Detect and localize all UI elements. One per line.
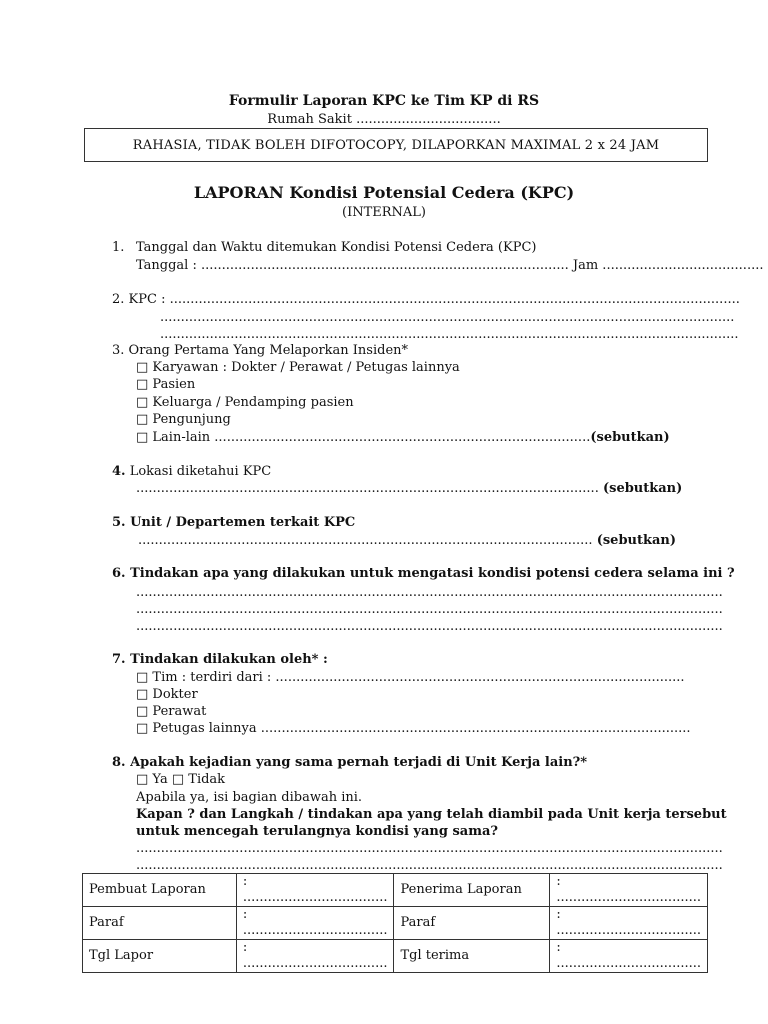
hospital-line: Rumah Sakit ................................... bbox=[267, 112, 501, 127]
section-1-label: Tanggal dan Waktu ditemukan Kondisi Potensi Cedera (KPC) bbox=[136, 240, 537, 255]
reporter-option-pasien[interactable]: □ Pasien bbox=[136, 377, 196, 392]
table-row bbox=[83, 907, 708, 940]
section-6-title: 6. Tindakan apa yang dilakukan untuk mengatasi kondisi potensi cedera selama ini ? bbox=[112, 566, 735, 581]
tgl-lapor-field[interactable]: : ................................... bbox=[236, 940, 394, 973]
paraf-field-2[interactable]: : ................................... bbox=[550, 907, 708, 940]
section-8-title: 8. Apakah kejadian yang sama pernah terjadi di Unit Kerja lain?* bbox=[112, 755, 588, 770]
tgl-lapor-label: Tgl Lapor bbox=[83, 940, 237, 973]
section-2-kpc-field[interactable]: 2. KPC : .......................................................................................................................................... bbox=[112, 292, 740, 307]
confidential-notice-box bbox=[84, 128, 708, 162]
section-6-line-1[interactable]: .............................................................................................................................................. bbox=[136, 585, 723, 600]
section-5-unit-field[interactable] bbox=[138, 533, 676, 548]
reporter-option-keluarga[interactable]: □ Keluarga / Pendamping pasien bbox=[136, 395, 354, 410]
section-8-note: Apabila ya, isi bagian dibawah ini. bbox=[136, 790, 363, 805]
actor-option-petugas-lainnya[interactable]: □ Petugas lainnya ........................................................................................................ bbox=[136, 721, 691, 736]
confidential-notice: RAHASIA, TIDAK BOLEH DIFOTOCOPY, DILAPORKAN MAXIMAL 2 x 24 JAM bbox=[132, 137, 660, 153]
sebutkan-label: (sebutkan) bbox=[596, 533, 677, 548]
reporter-option-pengunjung[interactable]: □ Pengunjung bbox=[136, 412, 231, 427]
section-7-title: 7. Tindakan dilakukan oleh* : bbox=[112, 652, 328, 667]
pembuat-laporan-label: Pembuat Laporan bbox=[83, 874, 237, 907]
reporter-option-lain-lain[interactable] bbox=[136, 430, 670, 445]
actor-option-dokter[interactable]: □ Dokter bbox=[136, 687, 198, 702]
section-4-label: Lokasi diketahui KPC bbox=[125, 464, 272, 479]
tgl-terima-field[interactable]: : ................................... bbox=[550, 940, 708, 973]
section-8-line-2[interactable]: .............................................................................................................................................. bbox=[136, 858, 723, 873]
section-1-number: 1. bbox=[112, 240, 125, 255]
table-row bbox=[83, 874, 708, 907]
paraf-label: Paraf bbox=[83, 907, 237, 940]
form-title: Formulir Laporan KPC ke Tim KP di RS bbox=[228, 93, 540, 109]
section-2-line-2[interactable]: ........................................................................................................................................... bbox=[160, 310, 735, 325]
signature-table bbox=[82, 873, 708, 973]
section-1-date-time-field[interactable]: Tanggal : ......................................................................................... Jam ....................................... bbox=[136, 258, 764, 273]
actor-option-tim[interactable]: □ Tim : terdiri dari : ................................................................................................... bbox=[136, 670, 685, 685]
penerima-laporan-field[interactable]: : ................................... bbox=[550, 874, 708, 907]
paraf-label-2: Paraf bbox=[394, 907, 550, 940]
lain-lain-field[interactable]: □ Lain-lain ........................................................................................... bbox=[136, 430, 591, 445]
unit-dots[interactable]: .............................................................................................................. bbox=[138, 533, 593, 548]
report-title: LAPORAN Kondisi Potensial Cedera (KPC) bbox=[193, 183, 575, 202]
section-5-title: 5. Unit / Departemen terkait KPC bbox=[112, 515, 356, 530]
section-6-line-3[interactable]: .............................................................................................................................................. bbox=[136, 619, 723, 634]
section-6-line-2[interactable]: .............................................................................................................................................. bbox=[136, 602, 723, 617]
reporter-option-karyawan[interactable]: □ Karyawan : Dokter / Perawat / Petugas lainnya bbox=[136, 360, 460, 375]
yes-no-options[interactable]: □ Ya □ Tidak bbox=[136, 772, 226, 787]
sebutkan-label: (sebutkan) bbox=[602, 481, 683, 496]
section-4-title bbox=[112, 464, 271, 479]
paraf-field[interactable]: : ................................... bbox=[236, 907, 394, 940]
location-dots[interactable]: ................................................................................................................ bbox=[136, 481, 599, 496]
section-4-number: 4. bbox=[112, 464, 126, 479]
table-row bbox=[83, 940, 708, 973]
report-subtitle: (INTERNAL) bbox=[342, 205, 426, 220]
section-3-title: 3. Orang Pertama Yang Melaporkan Insiden* bbox=[112, 343, 409, 358]
pembuat-laporan-field[interactable]: : ................................... bbox=[236, 874, 394, 907]
actor-option-perawat[interactable]: □ Perawat bbox=[136, 704, 207, 719]
section-2-line-3[interactable]: ............................................................................................................................................ bbox=[160, 327, 739, 342]
penerima-laporan-label: Penerima Laporan bbox=[394, 874, 550, 907]
section-8-question-1: Kapan ? dan Langkah / tindakan apa yang telah diambil pada Unit kerja tersebut bbox=[136, 807, 727, 822]
section-4-location-field[interactable] bbox=[136, 481, 682, 496]
tgl-terima-label: Tgl terima bbox=[394, 940, 550, 973]
section-8-question-2: untuk mencegah terulangnya kondisi yang sama? bbox=[136, 824, 499, 839]
sebutkan-label: (sebutkan) bbox=[590, 430, 670, 445]
section-8-line-1[interactable]: .............................................................................................................................................. bbox=[136, 841, 723, 856]
